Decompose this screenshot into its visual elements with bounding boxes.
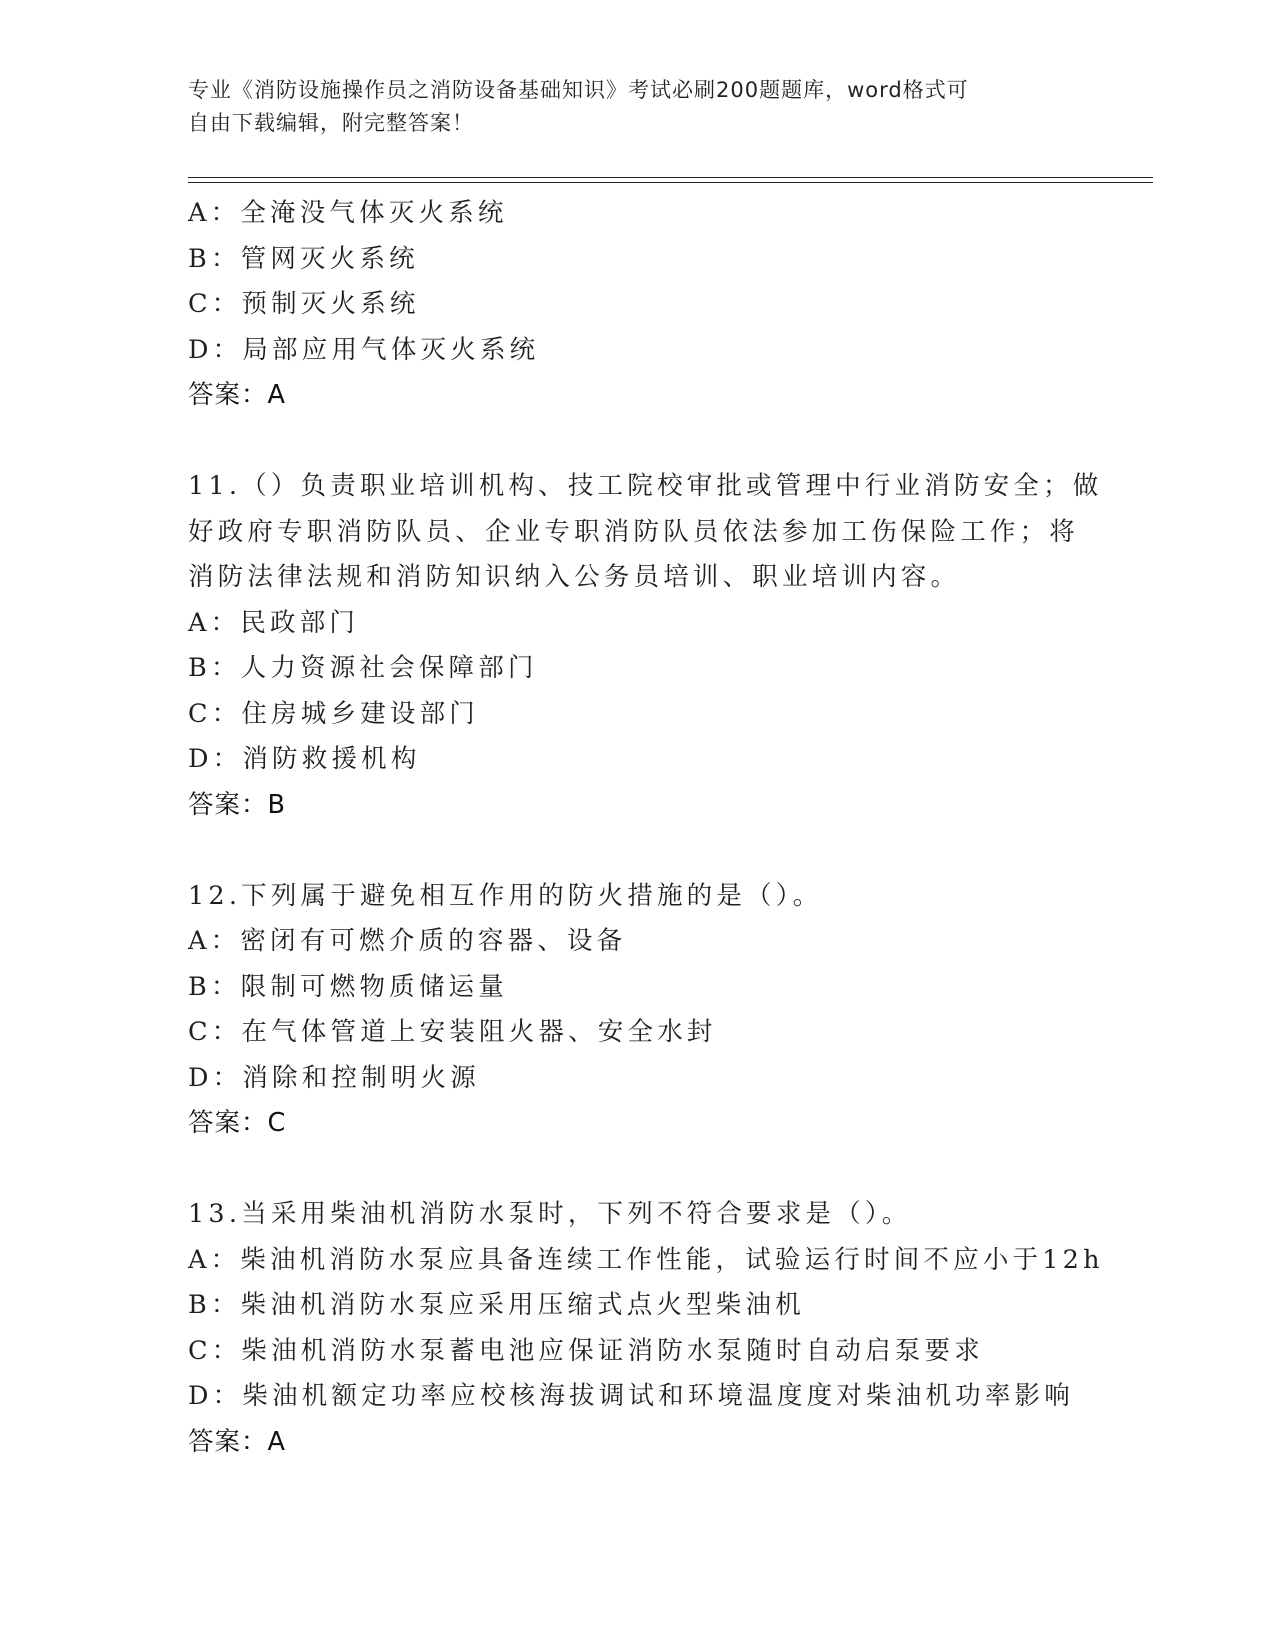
question-stem-line: 好政府专职消防队员、企业专职消防队员依法参加工伤保险工作；将 bbox=[188, 516, 1080, 547]
document-header bbox=[188, 74, 1068, 140]
option-a: A：柴油机消防水泵应具备连续工作性能，试验运行时间不应小于12h bbox=[188, 1244, 1104, 1275]
answer-line: 答案：A bbox=[188, 380, 286, 410]
header-divider-top bbox=[188, 177, 1153, 178]
option-a: A：密闭有可燃介质的容器、设备 bbox=[188, 926, 627, 956]
spacer bbox=[188, 419, 1128, 465]
option-c: C：柴油机消防水泵蓄电池应保证消防水泵随时自动启泵要求 bbox=[188, 1335, 984, 1366]
option-d: D：局部应用气体灭火系统 bbox=[188, 334, 540, 365]
option-a: A：全淹没气体灭火系统 bbox=[188, 198, 508, 228]
header-line-1: 专业《消防设施操作员之消防设备基础知识》考试必刷200题题库，word格式可 bbox=[188, 78, 969, 102]
question-stem-line: 13.当采用柴油机消防水泵时，下列不符合要求是（）。 bbox=[188, 1199, 912, 1229]
option-a: A：民政部门 bbox=[188, 607, 360, 638]
answer-line: 答案：B bbox=[188, 789, 286, 820]
answer-line: 答案：A bbox=[188, 1426, 286, 1457]
question-13 bbox=[188, 1192, 1128, 1465]
spacer bbox=[188, 828, 1128, 874]
option-c: C：预制灭火系统 bbox=[188, 289, 420, 319]
option-b: B：限制可燃物质储运量 bbox=[188, 971, 508, 1002]
option-b: B：管网灭火系统 bbox=[188, 243, 419, 274]
option-b: B：柴油机消防水泵应采用压缩式点火型柴油机 bbox=[188, 1290, 805, 1320]
option-d: D：消除和控制明火源 bbox=[188, 1062, 480, 1093]
spacer bbox=[188, 1147, 1128, 1193]
question-stem-line: 12.下列属于避免相互作用的防火措施的是（）。 bbox=[188, 880, 823, 911]
answer-line: 答案：C bbox=[188, 1108, 287, 1138]
option-d: D：柴油机额定功率应校核海拔调试和环境温度度对柴油机功率影响 bbox=[188, 1381, 1074, 1411]
option-c: C：在气体管道上安装阻火器、安全水封 bbox=[188, 1017, 717, 1047]
header-divider-bottom bbox=[188, 182, 1153, 183]
option-b: B：人力资源社会保障部门 bbox=[188, 653, 538, 683]
option-d: D：消防救援机构 bbox=[188, 744, 421, 774]
question-11 bbox=[188, 464, 1128, 828]
question-12 bbox=[188, 874, 1128, 1147]
question-stem-line: 11.（）负责职业培训机构、技工院校审批或管理中行业消防安全；做 bbox=[188, 471, 1103, 501]
question-list bbox=[188, 191, 1128, 1465]
question-stem-line: 消防法律法规和消防知识纳入公务员培训、职业培训内容。 bbox=[188, 562, 961, 592]
header-line-2: 自由下载编辑，附完整答案！ bbox=[188, 111, 474, 135]
question-10-continued bbox=[188, 191, 1128, 419]
option-c: C：住房城乡建设部门 bbox=[188, 698, 480, 729]
